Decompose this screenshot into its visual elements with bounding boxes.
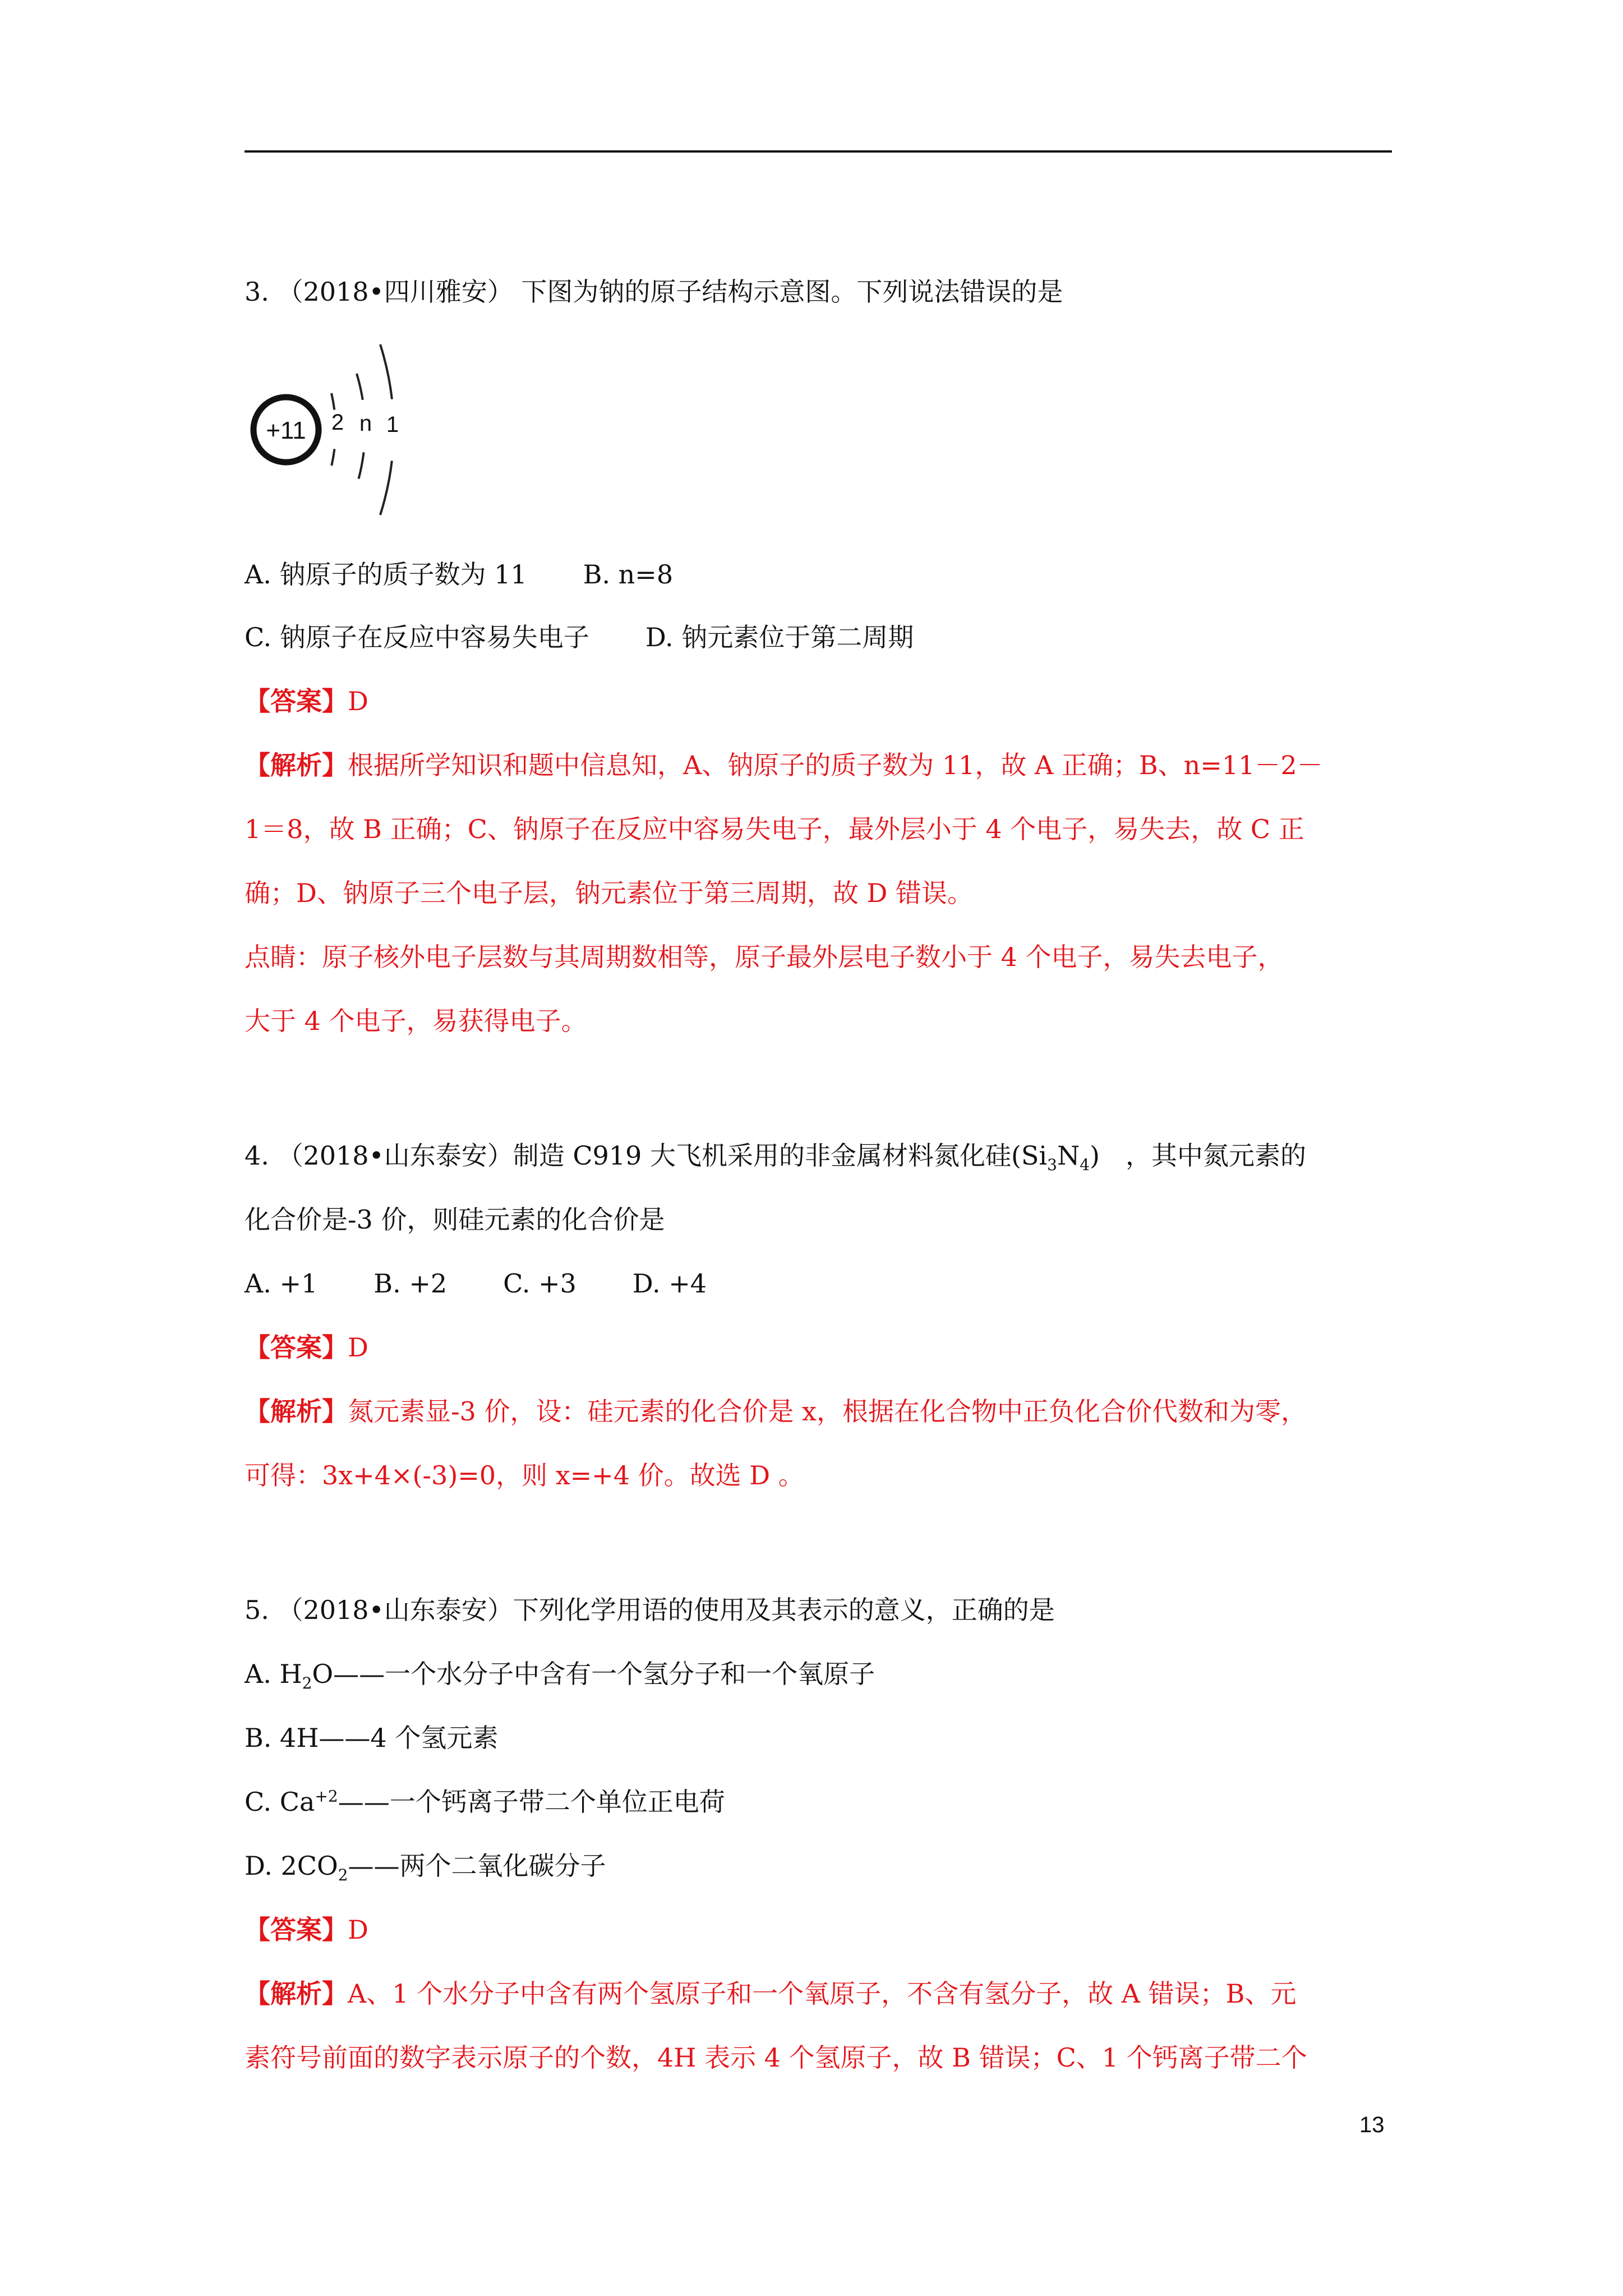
shell-3-label: 1 xyxy=(386,412,399,437)
q4-option-d: D. +4 xyxy=(632,1268,707,1299)
shell-2-label: n xyxy=(359,411,372,436)
q5-option-c-pre: C. Ca xyxy=(245,1787,315,1817)
q3-options-ab xyxy=(245,558,673,591)
q4-options xyxy=(245,1267,707,1300)
q3-option-d: D. 钠元素位于第二周期 xyxy=(645,622,914,652)
q3-analysis-line-3: 确；D、钠原子三个电子层，钠元素位于第三周期，故 D 错误。 xyxy=(245,878,974,908)
q5-option-b: B. 4H——4 个氢元素 xyxy=(245,1723,499,1753)
q5-analysis-line-1 xyxy=(245,1977,1296,2010)
q4-question-text-b: N xyxy=(1057,1140,1080,1171)
q5-option-d xyxy=(245,1849,606,1883)
q5-answer-value: D xyxy=(348,1915,368,1945)
q3-note-line-1: 点睛：原子核外电子层数与其周期数相等，原子最外层电子数小于 4 个电子，易失去电子， xyxy=(245,942,1284,972)
q4-answer-tag: 【答案】 xyxy=(245,1332,348,1363)
q4-sub-1: 3 xyxy=(1047,1156,1057,1175)
q5-option-d-post: ——两个二氧化碳分子 xyxy=(348,1851,606,1881)
q4-option-a: A. +1 xyxy=(245,1268,318,1299)
q5-analysis-line-2: 素符号前面的数字表示原子的个数，4H 表示 4 个氢原子，故 B 错误；C、1 个钙离子带二个 xyxy=(245,2042,1307,2073)
q3-note-line-2: 大于 4 个电子，易获得电子。 xyxy=(245,1006,587,1036)
q5-option-c-post: ——一个钙离子带二个单位正电荷 xyxy=(338,1787,725,1817)
shell-1-label: 2 xyxy=(331,410,344,435)
sodium-atom-diagram xyxy=(245,334,435,525)
q3-options-cd xyxy=(245,620,914,654)
q5-option-c-sup: +2 xyxy=(315,1787,338,1806)
q3-analysis-line-2: 1＝8，故 B 正确；C、钠原子在反应中容易失电子，最外层小于 4 个电子，易失去，故 C 正 xyxy=(245,814,1304,844)
page-number: 13 xyxy=(1359,2113,1385,2137)
q3-analysis-tag: 【解析】 xyxy=(245,750,348,780)
q4-answer xyxy=(245,1331,368,1364)
q5-analysis-text-1: A、1 个水分子中含有两个氢原子和一个氧原子，不含有氢分子，故 A 错误；B、元 xyxy=(348,1978,1297,2009)
q5-analysis-tag: 【解析】 xyxy=(245,1978,348,2009)
q4-answer-value: D xyxy=(348,1332,368,1363)
q5-option-d-sub: 2 xyxy=(338,1866,348,1885)
q5-option-a-post: O——一个水分子中含有一个氢分子和一个氧原子 xyxy=(312,1659,875,1689)
q4-option-c: C. +3 xyxy=(503,1268,577,1299)
q4-option-b: B. +2 xyxy=(374,1268,448,1299)
q5-question: 5. （2018•山东泰安）下列化学用语的使用及其表示的意义，正确的是 xyxy=(245,1595,1055,1625)
q5-option-c xyxy=(245,1785,725,1819)
q4-question-line-2: 化合价是-3 价，则硅元素的化合价是 xyxy=(245,1204,665,1235)
q5-option-a-sub: 2 xyxy=(302,1674,312,1693)
q3-analysis-text-1: 根据所学知识和题中信息知，A、钠原子的质子数为 11，故 A 正确；B、n=11－2－ xyxy=(348,750,1323,780)
q4-sub-2: 4 xyxy=(1080,1156,1090,1175)
q3-answer xyxy=(245,684,368,718)
nucleus-label: +11 xyxy=(266,417,306,444)
q3-option-b: B. n=8 xyxy=(583,559,674,590)
q5-answer xyxy=(245,1913,368,1947)
q3-answer-value: D xyxy=(348,686,368,716)
q5-option-a-pre: A. H xyxy=(245,1659,302,1689)
header-rule xyxy=(245,150,1392,153)
q4-analysis-line-2: 可得：3x+4×(-3)=0，则 x=+4 价。故选 D 。 xyxy=(245,1460,804,1490)
q5-answer-tag: 【答案】 xyxy=(245,1915,348,1945)
q5-option-d-pre: D. 2CO xyxy=(245,1851,338,1881)
q4-question-text-a: 4. （2018•山东泰安）制造 C919 大飞机采用的非金属材料氮化硅(Si xyxy=(245,1140,1048,1171)
q3-analysis-line-1 xyxy=(245,748,1323,782)
q4-analysis-text-1: 氮元素显-3 价，设：硅元素的化合价是 x，根据在化合物中正负化合价代数和为零， xyxy=(348,1396,1307,1427)
q4-analysis-line-1 xyxy=(245,1395,1307,1428)
q3-option-a: A. 钠原子的质子数为 11 xyxy=(245,559,527,590)
q4-analysis-tag: 【解析】 xyxy=(245,1396,348,1427)
q5-option-a xyxy=(245,1657,875,1691)
q3-answer-tag: 【答案】 xyxy=(245,686,348,716)
q4-question-text-c: ) ，其中氮元素的 xyxy=(1090,1140,1306,1171)
q3-question: 3. （2018•四川雅安） 下图为钠的原子结构示意图。下列说法错误的是 xyxy=(245,277,1063,307)
q3-option-c: C. 钠原子在反应中容易失电子 xyxy=(245,622,589,652)
q4-question-line-1 xyxy=(245,1139,1306,1175)
